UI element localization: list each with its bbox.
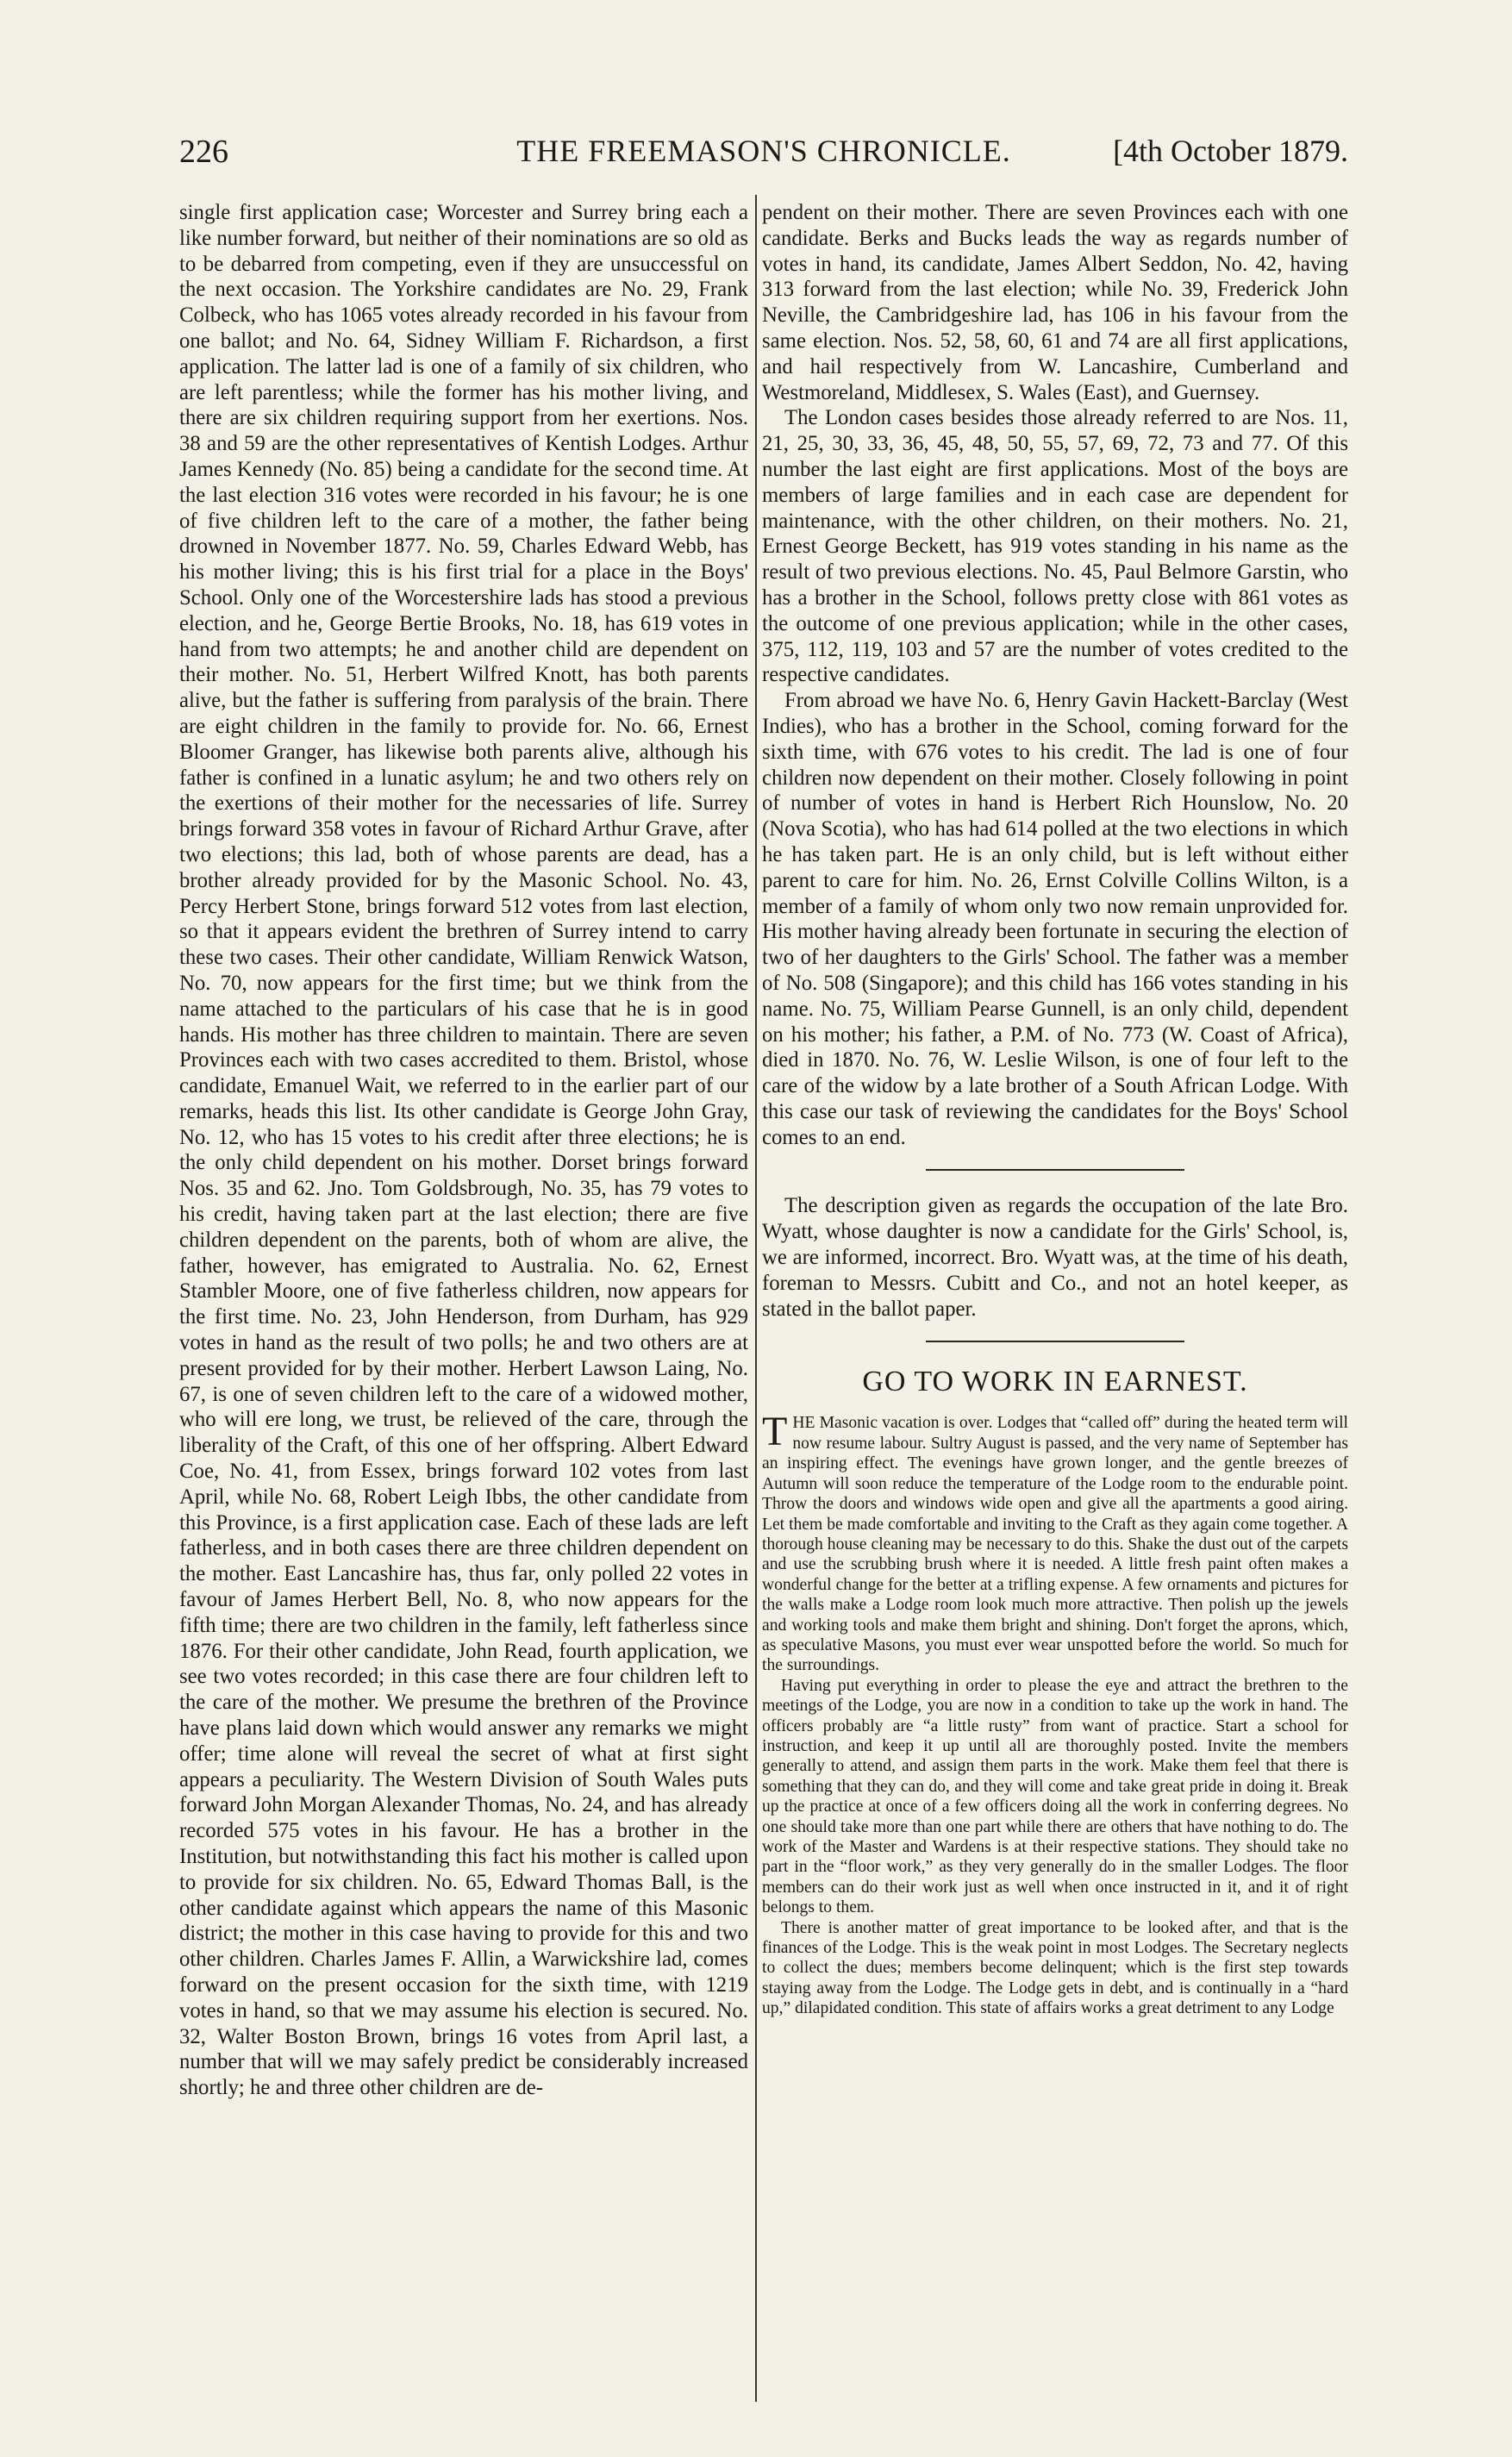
section-divider [926, 1169, 1184, 1171]
section-divider [926, 1341, 1184, 1342]
publication-title: THE FREEMASON'S CHRONICLE. [516, 134, 1011, 168]
section-first-text: HE Masonic vacation is over. Lodges that “called off” during the heated term will now resume labour. Sultry August is passed, and the very name of September has an inspiring effect. The evenings have grown longer, and the gentle breezes of Autumn will soon reduce the temperature of the Lodge room to the endurable point. Throw the doors and windows wide open and give all the apartments a good airing. Let them be made comfortable and inviting to the Craft as they again come together. A thorough house cleaning may be necessary to do this. Shake the dust out of the carpets and use the scrubbing brush where it is needed. A little fresh paint often makes a wonderful change for the better at a trifling expense. A few ornaments and pictures for the walls make a Lodge room look much more attractive. Then polish up the jewels and working tools and make them bright and shining. Don't forget the aprons, which, as speculative Masons, you must ever wear unspotted before the world. So much for the surroundings. [762, 1414, 1348, 1675]
correction-notice: The description given as regards the occupation of the late Bro. Wyatt, whose daughter is now a candidate for the Girls' School, is, we are informed, incorrect. Bro. Wyatt was, at the time of his death, foreman to Messrs. Cubitt and Co., and not an hotel keeper, as stated in the ballot paper. [762, 1194, 1348, 1321]
article-paragraph: The London cases besides those already referred to are Nos. 11, 21, 25, 30, 33, 36, 45, 48, 50, 55, 57, 69, 72, 73 and 77. Of this number the last eight are first applications. Most of the boys are members of large families and in each case are dependent for maintenance, with the other children, on their mothers. No. 21, Ernest George Beckett, has 919 votes standing in his name as the result of two previous elections. No. 45, Paul Belmore Garstin, who has a brother in the School, follows pretty close with 861 votes as the outcome of one previous application; while in the other cases, 375, 112, 119, 103 and 57 are the number of votes credited to the respective candidates. [762, 406, 1348, 687]
section-body [762, 1409, 1348, 2018]
article-paragraph: single first application case; Worcester and Surrey bring each a like number forward, but neither of their nominations are so old as to be debarred from competing, even if they are unsuccessful on the next occasion. The Yorkshire candidates are No. 29, Frank Colbeck, who has 1065 votes already recorded in his favour from one ballot; and No. 64, Sidney William F. Richardson, a first application. The latter lad is one of a family of six children, who are left parentless; while the former has his mother living, and there are six children requiring support from her exertions. Nos. 38 and 59 are the other representatives of Kentish Lodges. Arthur James Kennedy (No. 85) being a candidate for the second time. At the last election 316 votes were recorded in his favour; he is one of five children left to the care of a mother, the father being drowned in November 1877. No. 59, Charles Edward Webb, has his mother living; this is his first trial for a place in the Boys' School. Only one of the Worcestershire lads has stood a previous election, and he, George Bertie Brooks, No. 18, has 619 votes in hand from two attempts; he and another child are dependent on their mother. No. 51, Herbert Wilfred Knott, has both parents alive, but the father is suffering from paralysis of the brain. There are eight children in the family to provide for. No. 66, Ernest Bloomer Granger, has likewise both parents alive, although his father is confined in a lunatic asylum; he and two others rely on the exertions of their mother for the necessaries of life. Surrey brings forward 358 votes in favour of Richard Arthur Grave, after two elections; this lad, both of whose parents are dead, has a brother already provided for by the Masonic School. No. 43, Percy Herbert Stone, brings forward 512 votes from last election, so that it appears evident the brethren of Surrey intend to carry these two cases. Their other candidate, William Renwick Watson, No. 70, now appears for the first time; but we think from the name attached to the particulars of his case that he is in good hands. His mother has three children to maintain. There are seven Provinces each with two cases accredited to them. Bristol, whose candidate, Emanuel Wait, we referred to in the earlier part of our remarks, heads this list. Its other candidate is George John Gray, No. 12, who has 15 votes to his credit after three elections; he is the only child dependent on his mother. Dorset brings forward Nos. 35 and 62. Jno. Tom Goldsbrough, No. 35, has 79 votes to his credit, having taken part at the last election; there are five children dependent on the parents, both of whom are alive, the father, however, has emigrated to Australia. No. 62, Ernest Stambler Moore, one of five fatherless children, now appears for the first time. No. 23, John Henderson, from Durham, has 929 votes in hand as the result of two polls; he and two others are at present provided for by their mother. Herbert Lawson Laing, No. 67, is one of seven children left to the care of a widowed mother, who will ere long, we trust, be relieved of the care, through the liberality of the Craft, of this one of her offspring. Albert Edward Coe, No. 41, from Essex, brings forward 102 votes from last April, while No. 68, Robert Leigh Ibbs, the other candidate from this Province, is a first application case. Each of these lads are left fatherless, and in both cases there are three children dependent on the mother. East Lancashire has, thus far, only polled 22 votes in favour of James Herbert Bell, No. 8, who now appears for the fifth time; there are two children in the family, left fatherless since 1876. For their other candidate, John Read, fourth application, we see two votes recorded; in this case there are four children left to the care of the mother. We presume the brethren of the Province have plans laid down which would answer any remarks we might offer; time alone will reveal the secret of what at first sight appears a peculiarity. The Western Division of South Wales puts forward John Morgan Alexander Thomas, No. 24, and has already recorded 575 votes in his favour. He has a brother in the Institution, but notwithstanding this fact his mother is called upon to provide for six children. No. 65, Edward Thomas Ball, is the other candidate against which appears the name of this Masonic district; the mother in this case having to provide for this and two other children. Charles James F. Allin, a Warwickshire lad, comes forward on the present occasion for the sixth time, with 1219 votes in hand, so that we may assume his election is secured. No. 32, Walter Boston Brown, brings 16 votes from April last, a number that will we may safely predict be considerably increased shortly; he and three other children are de- [179, 201, 748, 2100]
right-column [762, 200, 1348, 2407]
left-column [179, 200, 748, 2407]
section-paragraph: Having put everything in order to please the eye and attract the brethren to the meetings of the Lodge, you are now in a condition to take up the work in hand. The officers probably are “a little rusty” from want of practice. Start a school for instruction, and keep it up until all are thoroughly posted. Invite the members generally to attend, and assign them parts in the work. Make them feel that there is something that they can do, and they will come and take great pride in doing it. Break up the practice at once of a few officers doing all the work in conferring degrees. No one should take more than one part while there are others that have nothing to do. The work of the Master and Wardens is at their respective stations. They should take no part in the “floor work,” as they very generally do in the smaller Lodges. The floor members can do their work just as well when once instructed in it, and it of right belongs to them. [762, 1676, 1348, 1917]
section-paragraph [762, 1409, 1348, 1675]
drop-cap: T [762, 1409, 788, 1455]
article-paragraph: From abroad we have No. 6, Henry Gavin Hackett-Barclay (West Indies), who has a brother in the School, coming forward for the sixth time, with 676 votes to his credit. The lad is one of four children now dependent on their mother. Closely following in point of number of votes in hand is Herbert Rich Hounslow, No. 20 (Nova Scotia), who has had 614 polled at the two elections in which he has taken part. He is an only child, but is left without either parent to care for him. No. 26, Ernst Colville Collins Wilton, is a member of a family of whom only two now remain unprovided for. His mother having already been fortunate in securing the election of two of her daughters to the Girls' School. The father was a member of No. 508 (Singapore); and this child has 166 votes standing in his name. No. 75, William Pearse Gunnell, is an only child, dependent on his mother; his father, a P.M. of No. 773 (W. Coast of Africa), died in 1870. No. 76, W. Leslie Wilson, is one of four left to the care of the widow by a late brother of a South African Lodge. With this case our task of reviewing the candidates for the Boys' School comes to an end. [762, 689, 1348, 1149]
section-paragraph: There is another matter of great importance to be looked after, and that is the finances of the Lodge. This is the weak point in most Lodges. The Secretary neglects to collect the dues; members become delinquent; which is the first step towards staying away from the Lodge. The Lodge gets in debt, and is continually in a “hard up,” dilapidated condition. This state of affairs works a great detriment to any Lodge [762, 1918, 1348, 2018]
section-heading: GO TO WORK IN EARNEST. [862, 1366, 1248, 1398]
column-divider [755, 195, 757, 2402]
masthead [179, 128, 1348, 176]
issue-date: [4th October 1879. [1113, 134, 1348, 168]
article-paragraph: pendent on their mother. There are seven Provinces each with one candidate. Berks and Bucks leads the way as regards number of votes in hand, its candidate, James Albert Seddon, No. 42, having 313 forward from the last election; while No. 39, Frederick John Neville, the Cambridgeshire lad, has 106 in his favour from the same election. Nos. 52, 58, 60, 61 and 74 are all first applications, and hail respectively from W. Lancashire, Cumberland and Westmoreland, Middlesex, S. Wales (East), and Guernsey. [762, 201, 1348, 404]
page-number: 226 [179, 134, 228, 170]
